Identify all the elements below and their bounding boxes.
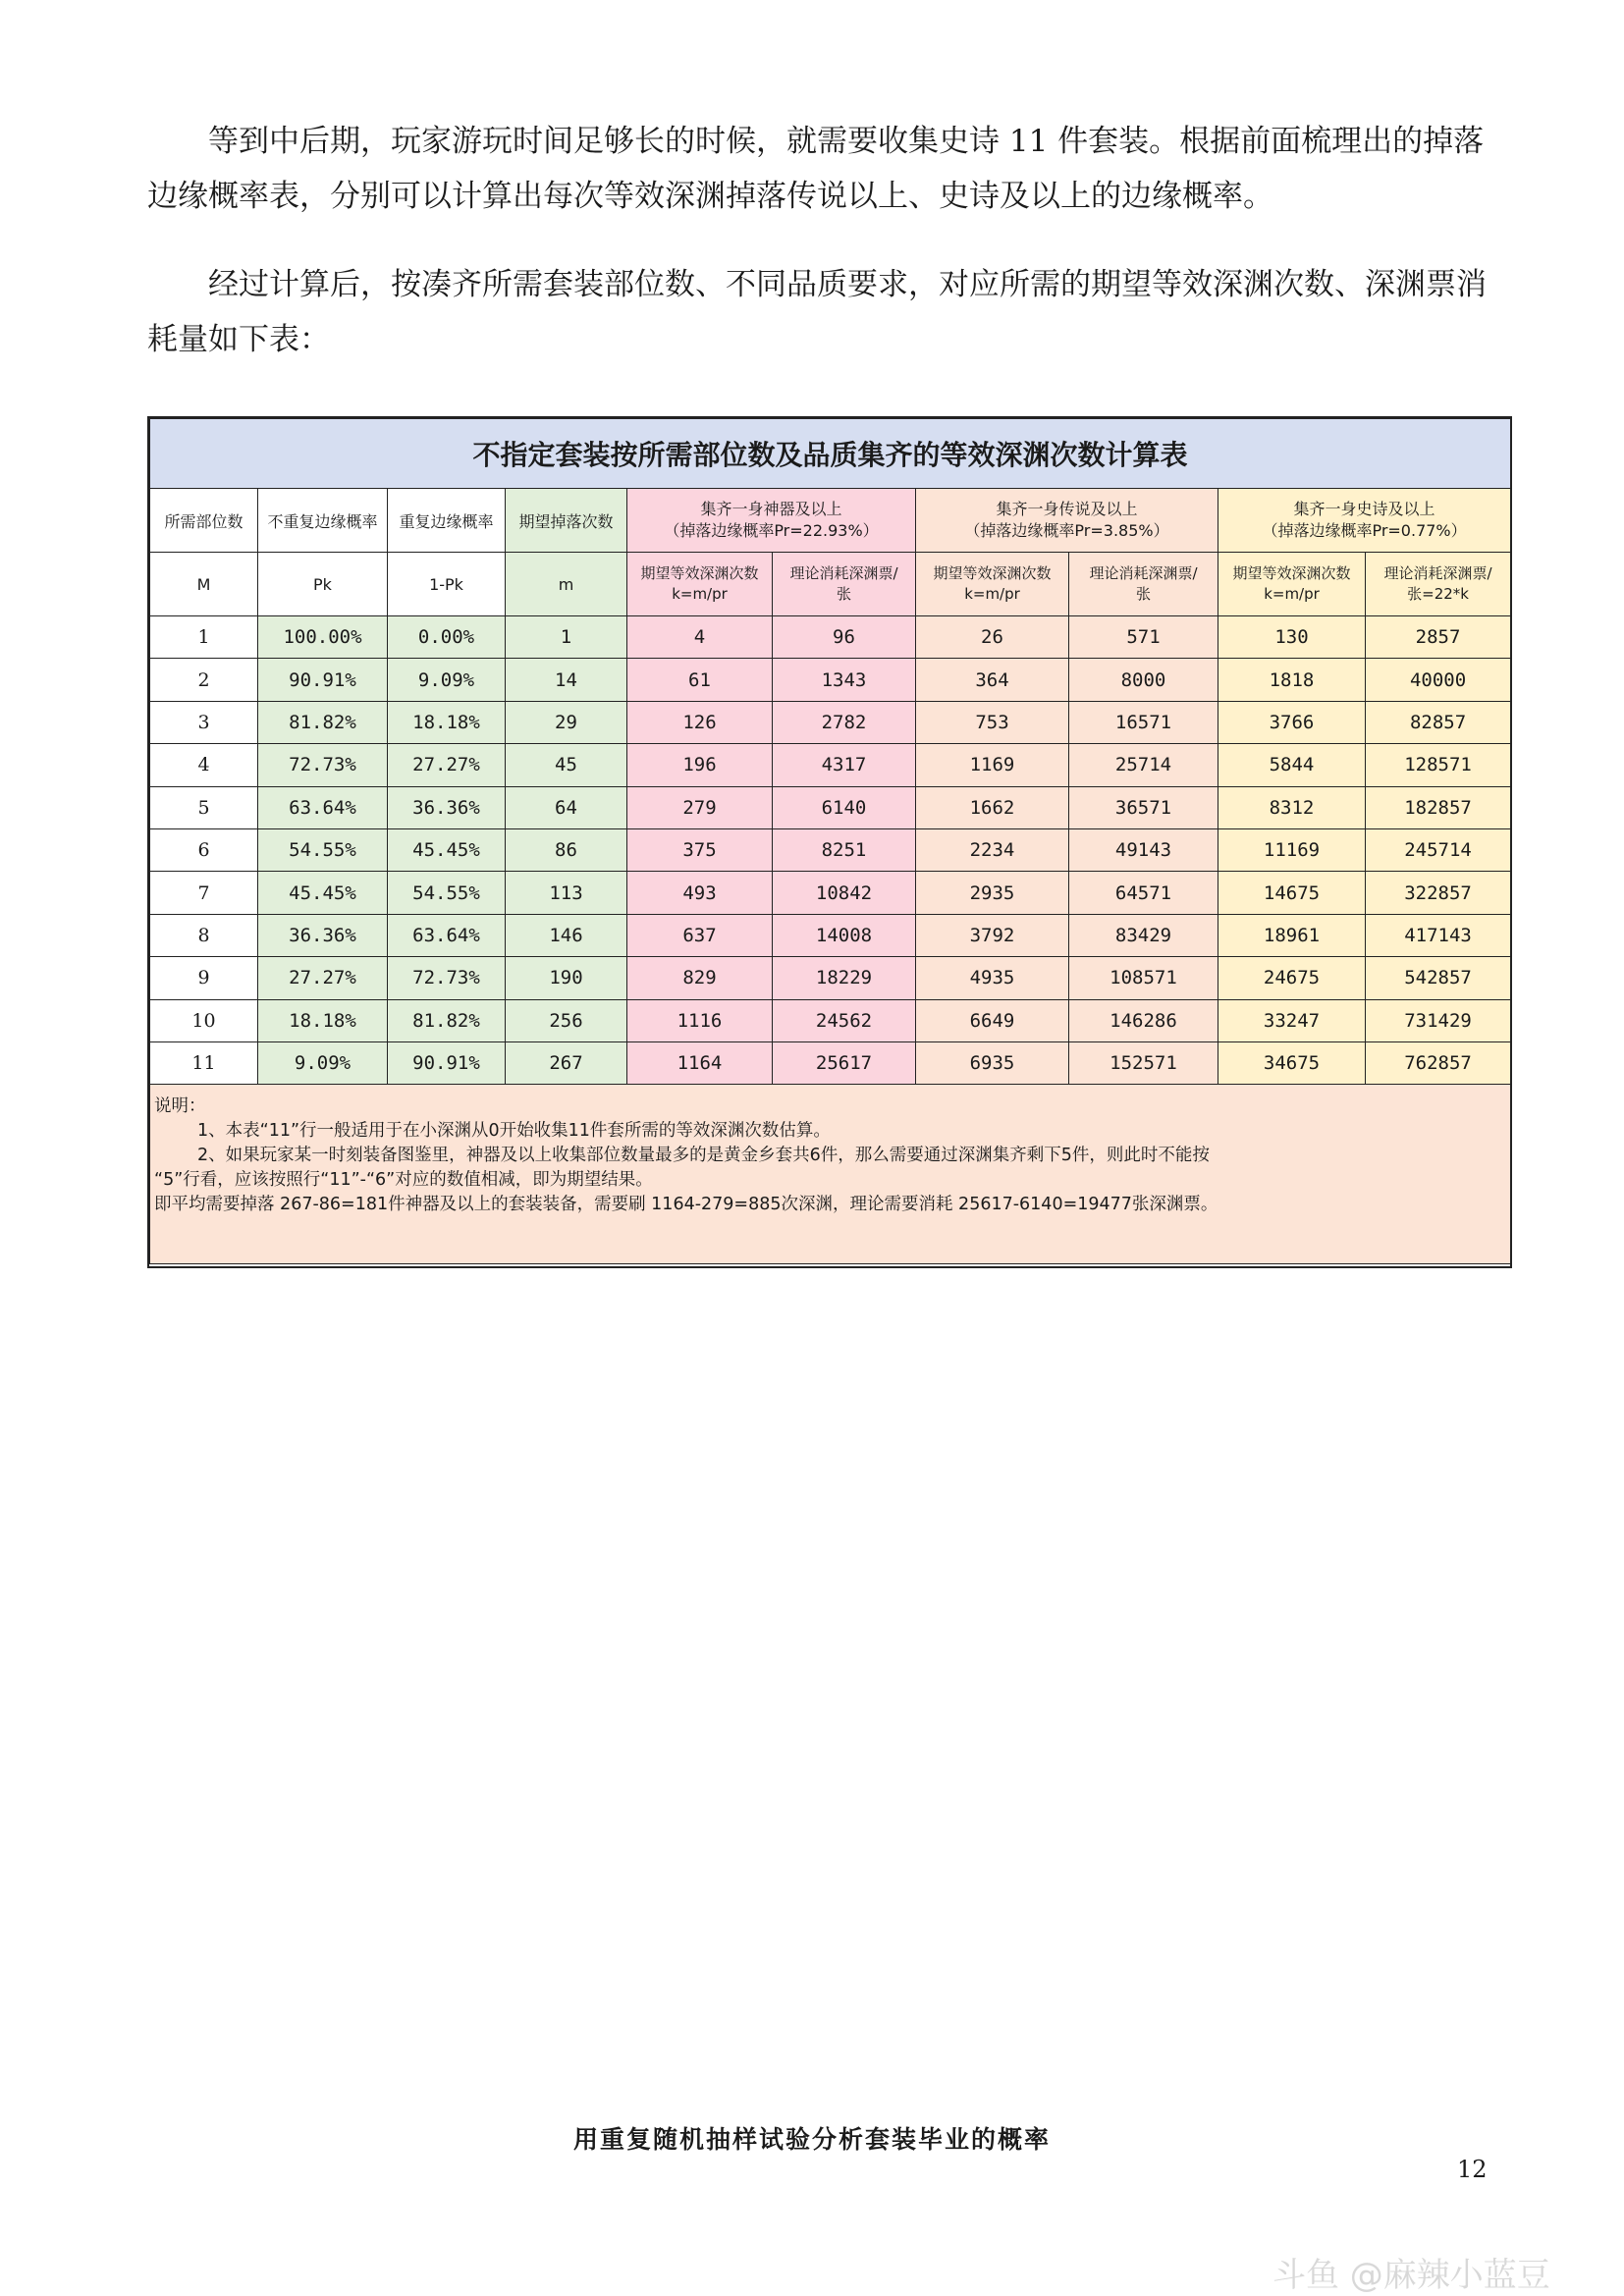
cell-exp: 45 bbox=[506, 744, 627, 786]
sub-t-label: 理论消耗深渊票/ bbox=[1089, 564, 1198, 582]
cell-e-k: 34675 bbox=[1218, 1041, 1366, 1084]
cell-pk: 72.73% bbox=[258, 744, 388, 786]
cell-e-t: 542857 bbox=[1366, 957, 1511, 999]
sub-k-label: 期望等效深渊次数 bbox=[640, 564, 759, 582]
symbol-1pk: 1-Pk bbox=[388, 553, 506, 616]
cell-m: 1 bbox=[150, 616, 258, 659]
symbol-exp: m bbox=[506, 553, 627, 616]
cell-rep: 18.18% bbox=[388, 701, 506, 743]
cell-e-t: 182857 bbox=[1366, 786, 1511, 828]
cell-e-t: 128571 bbox=[1366, 744, 1511, 786]
group-epic-label: 集齐一身史诗及以上 bbox=[1293, 500, 1435, 518]
sub-t-unit: 张 bbox=[836, 585, 851, 603]
cell-e-k: 8312 bbox=[1218, 786, 1366, 828]
cell-pk: 81.82% bbox=[258, 701, 388, 743]
cell-a-t: 14008 bbox=[773, 914, 916, 956]
cell-l-t: 108571 bbox=[1069, 957, 1218, 999]
cell-pk: 36.36% bbox=[258, 914, 388, 956]
cell-a-t: 25617 bbox=[773, 1041, 916, 1084]
header-m: 所需部位数 bbox=[150, 489, 258, 553]
note-line-2: 2、如果玩家某一时刻装备图鉴里，神器及以上收集部位数量最多的是黄金乡套共6件，那么需要通过深渊集齐剩下5件，则此时不能按 bbox=[197, 1146, 1210, 1166]
table-row bbox=[150, 828, 1511, 871]
cell-a-k: 493 bbox=[627, 872, 773, 914]
table-body bbox=[150, 616, 1511, 1085]
cell-exp: 146 bbox=[506, 914, 627, 956]
cell-m: 8 bbox=[150, 914, 258, 956]
cell-a-t: 1343 bbox=[773, 659, 916, 701]
sub-k-formula: k=m/pr bbox=[1264, 585, 1320, 603]
group-legend-label: 集齐一身传说及以上 bbox=[996, 500, 1138, 518]
cell-rep: 81.82% bbox=[388, 999, 506, 1041]
cell-e-k: 3766 bbox=[1218, 701, 1366, 743]
group-legend-rate: （掉落边缘概率Pr=3.85%） bbox=[964, 521, 1169, 540]
cell-pk: 100.00% bbox=[258, 616, 388, 659]
cell-a-k: 279 bbox=[627, 786, 773, 828]
sub-t-unit: 张 bbox=[1135, 585, 1151, 603]
cell-rep: 90.91% bbox=[388, 1041, 506, 1084]
cell-a-t: 24562 bbox=[773, 999, 916, 1041]
header-expected: 期望掉落次数 bbox=[506, 489, 627, 553]
cell-l-t: 83429 bbox=[1069, 914, 1218, 956]
group-epic-rate: （掉落边缘概率Pr=0.77%） bbox=[1262, 521, 1467, 540]
symbol-m: M bbox=[150, 553, 258, 616]
sub-artifact-t bbox=[773, 553, 916, 616]
header-group-legend bbox=[916, 489, 1218, 553]
cell-a-t: 6140 bbox=[773, 786, 916, 828]
cell-e-t: 762857 bbox=[1366, 1041, 1511, 1084]
cell-a-t: 8251 bbox=[773, 828, 916, 871]
sub-t-label: 理论消耗深渊票/ bbox=[789, 564, 898, 582]
watermark: 斗鱼 @麻辣小蓝豆 bbox=[1272, 2256, 1550, 2295]
cell-a-t: 18229 bbox=[773, 957, 916, 999]
cell-a-t: 10842 bbox=[773, 872, 916, 914]
cell-pk: 9.09% bbox=[258, 1041, 388, 1084]
cell-m: 6 bbox=[150, 828, 258, 871]
cell-m: 10 bbox=[150, 999, 258, 1041]
cell-l-k: 364 bbox=[916, 659, 1069, 701]
table-row bbox=[150, 659, 1511, 701]
cell-rep: 27.27% bbox=[388, 744, 506, 786]
cell-l-t: 8000 bbox=[1069, 659, 1218, 701]
cell-a-k: 196 bbox=[627, 744, 773, 786]
table-grid bbox=[149, 418, 1511, 1264]
cell-e-k: 14675 bbox=[1218, 872, 1366, 914]
cell-l-t: 36571 bbox=[1069, 786, 1218, 828]
header-group-artifact bbox=[627, 489, 916, 553]
cell-e-k: 5844 bbox=[1218, 744, 1366, 786]
paragraph-1: 等到中后期，玩家游玩时间足够长的时候，就需要收集史诗 11 件套装。根据前面梳理出的掉落边缘概率表，分别可以计算出每次等效深渊掉落传说以上、史诗及以上的边缘概率。 bbox=[147, 124, 1485, 214]
symbol-pk: Pk bbox=[258, 553, 388, 616]
cell-m: 11 bbox=[150, 1041, 258, 1084]
cell-m: 5 bbox=[150, 786, 258, 828]
cell-l-k: 6935 bbox=[916, 1041, 1069, 1084]
cell-exp: 256 bbox=[506, 999, 627, 1041]
header-repeat: 重复边缘概率 bbox=[388, 489, 506, 553]
cell-l-k: 1662 bbox=[916, 786, 1069, 828]
cell-l-t: 146286 bbox=[1069, 999, 1218, 1041]
cell-e-t: 40000 bbox=[1366, 659, 1511, 701]
cell-l-k: 2935 bbox=[916, 872, 1069, 914]
cell-m: 2 bbox=[150, 659, 258, 701]
cell-exp: 14 bbox=[506, 659, 627, 701]
cell-e-t: 2857 bbox=[1366, 616, 1511, 659]
notes bbox=[150, 1085, 1511, 1264]
cell-e-k: 24675 bbox=[1218, 957, 1366, 999]
cell-l-k: 26 bbox=[916, 616, 1069, 659]
cell-exp: 86 bbox=[506, 828, 627, 871]
table-row bbox=[150, 1041, 1511, 1084]
sub-epic-t bbox=[1366, 553, 1511, 616]
cell-a-t: 2782 bbox=[773, 701, 916, 743]
cell-l-k: 1169 bbox=[916, 744, 1069, 786]
sub-artifact-k bbox=[627, 553, 773, 616]
cell-exp: 190 bbox=[506, 957, 627, 999]
page-number: 12 bbox=[1457, 2156, 1488, 2183]
cell-l-k: 753 bbox=[916, 701, 1069, 743]
calculation-table bbox=[147, 416, 1512, 1268]
cell-e-k: 1818 bbox=[1218, 659, 1366, 701]
cell-rep: 0.00% bbox=[388, 616, 506, 659]
cell-pk: 90.91% bbox=[258, 659, 388, 701]
cell-m: 4 bbox=[150, 744, 258, 786]
table-row bbox=[150, 914, 1511, 956]
cell-e-t: 417143 bbox=[1366, 914, 1511, 956]
sub-legend-k bbox=[916, 553, 1069, 616]
cell-e-k: 130 bbox=[1218, 616, 1366, 659]
cell-e-k: 33247 bbox=[1218, 999, 1366, 1041]
note-line-1: 1、本表“11”行一般适用于在小深渊从0开始收集11件套所需的等效深渊次数估算。 bbox=[197, 1121, 831, 1142]
cell-e-t: 82857 bbox=[1366, 701, 1511, 743]
cell-e-t: 731429 bbox=[1366, 999, 1511, 1041]
cell-l-t: 152571 bbox=[1069, 1041, 1218, 1084]
cell-rep: 45.45% bbox=[388, 828, 506, 871]
cell-e-t: 245714 bbox=[1366, 828, 1511, 871]
cell-exp: 29 bbox=[506, 701, 627, 743]
cell-m: 7 bbox=[150, 872, 258, 914]
cell-e-k: 11169 bbox=[1218, 828, 1366, 871]
cell-l-k: 6649 bbox=[916, 999, 1069, 1041]
cell-a-k: 126 bbox=[627, 701, 773, 743]
notes-heading: 说明： bbox=[154, 1096, 206, 1117]
cell-l-t: 571 bbox=[1069, 616, 1218, 659]
sub-k-label: 期望等效深渊次数 bbox=[933, 564, 1052, 582]
cell-l-t: 49143 bbox=[1069, 828, 1218, 871]
cell-rep: 9.09% bbox=[388, 659, 506, 701]
table-row bbox=[150, 872, 1511, 914]
cell-m: 9 bbox=[150, 957, 258, 999]
cell-a-k: 1164 bbox=[627, 1041, 773, 1084]
cell-a-t: 4317 bbox=[773, 744, 916, 786]
cell-rep: 36.36% bbox=[388, 786, 506, 828]
cell-pk: 63.64% bbox=[258, 786, 388, 828]
cell-pk: 45.45% bbox=[258, 872, 388, 914]
cell-a-k: 1116 bbox=[627, 999, 773, 1041]
cell-rep: 72.73% bbox=[388, 957, 506, 999]
table-row bbox=[150, 999, 1511, 1041]
cell-m: 3 bbox=[150, 701, 258, 743]
cell-l-t: 64571 bbox=[1069, 872, 1218, 914]
cell-l-t: 16571 bbox=[1069, 701, 1218, 743]
sub-k-label: 期望等效深渊次数 bbox=[1232, 564, 1351, 582]
table-row bbox=[150, 744, 1511, 786]
sub-t-unit: 张=22*k bbox=[1407, 585, 1469, 603]
sub-k-formula: k=m/pr bbox=[964, 585, 1020, 603]
cell-e-t: 322857 bbox=[1366, 872, 1511, 914]
note-line-3: “5”行看，应该按照行“11”-“6”对应的数值相减，即为期望结果。 bbox=[154, 1170, 653, 1191]
cell-exp: 1 bbox=[506, 616, 627, 659]
cell-pk: 27.27% bbox=[258, 957, 388, 999]
note-line-4: 即平均需要掉落 267-86=181件神器及以上的套装装备，需要刷 1164-279=885次深渊，理论需要消耗 25617-6140=19477张深渊票。 bbox=[154, 1195, 1218, 1215]
cell-rep: 63.64% bbox=[388, 914, 506, 956]
table-row bbox=[150, 957, 1511, 999]
cell-a-k: 61 bbox=[627, 659, 773, 701]
cell-a-t: 96 bbox=[773, 616, 916, 659]
cell-pk: 18.18% bbox=[258, 999, 388, 1041]
sub-legend-t bbox=[1069, 553, 1218, 616]
cell-exp: 267 bbox=[506, 1041, 627, 1084]
group-artifact-label: 集齐一身神器及以上 bbox=[700, 500, 842, 518]
cell-rep: 54.55% bbox=[388, 872, 506, 914]
cell-l-k: 4935 bbox=[916, 957, 1069, 999]
cell-l-t: 25714 bbox=[1069, 744, 1218, 786]
paragraph-2: 经过计算后，按凑齐所需套装部位数、不同品质要求，对应所需的期望等效深渊次数、深渊票消耗量如下表： bbox=[147, 267, 1487, 357]
header-group-epic bbox=[1218, 489, 1511, 553]
cell-a-k: 829 bbox=[627, 957, 773, 999]
cell-e-k: 18961 bbox=[1218, 914, 1366, 956]
cell-l-k: 2234 bbox=[916, 828, 1069, 871]
cell-a-k: 375 bbox=[627, 828, 773, 871]
group-artifact-rate: （掉落边缘概率Pr=22.93%） bbox=[664, 521, 879, 540]
cell-exp: 113 bbox=[506, 872, 627, 914]
header-pk: 不重复边缘概率 bbox=[258, 489, 388, 553]
footer-title: 用重复随机抽样试验分析套装毕业的概率 bbox=[572, 2125, 1051, 2154]
table-row bbox=[150, 701, 1511, 743]
cell-l-k: 3792 bbox=[916, 914, 1069, 956]
sub-epic-k bbox=[1218, 553, 1366, 616]
table-row bbox=[150, 786, 1511, 828]
cell-a-k: 4 bbox=[627, 616, 773, 659]
table-row bbox=[150, 616, 1511, 659]
sub-k-formula: k=m/pr bbox=[672, 585, 728, 603]
cell-exp: 64 bbox=[506, 786, 627, 828]
cell-a-k: 637 bbox=[627, 914, 773, 956]
cell-pk: 54.55% bbox=[258, 828, 388, 871]
sub-t-label: 理论消耗深渊票/ bbox=[1383, 564, 1492, 582]
table-title: 不指定套装按所需部位数及品质集齐的等效深渊次数计算表 bbox=[150, 419, 1511, 489]
